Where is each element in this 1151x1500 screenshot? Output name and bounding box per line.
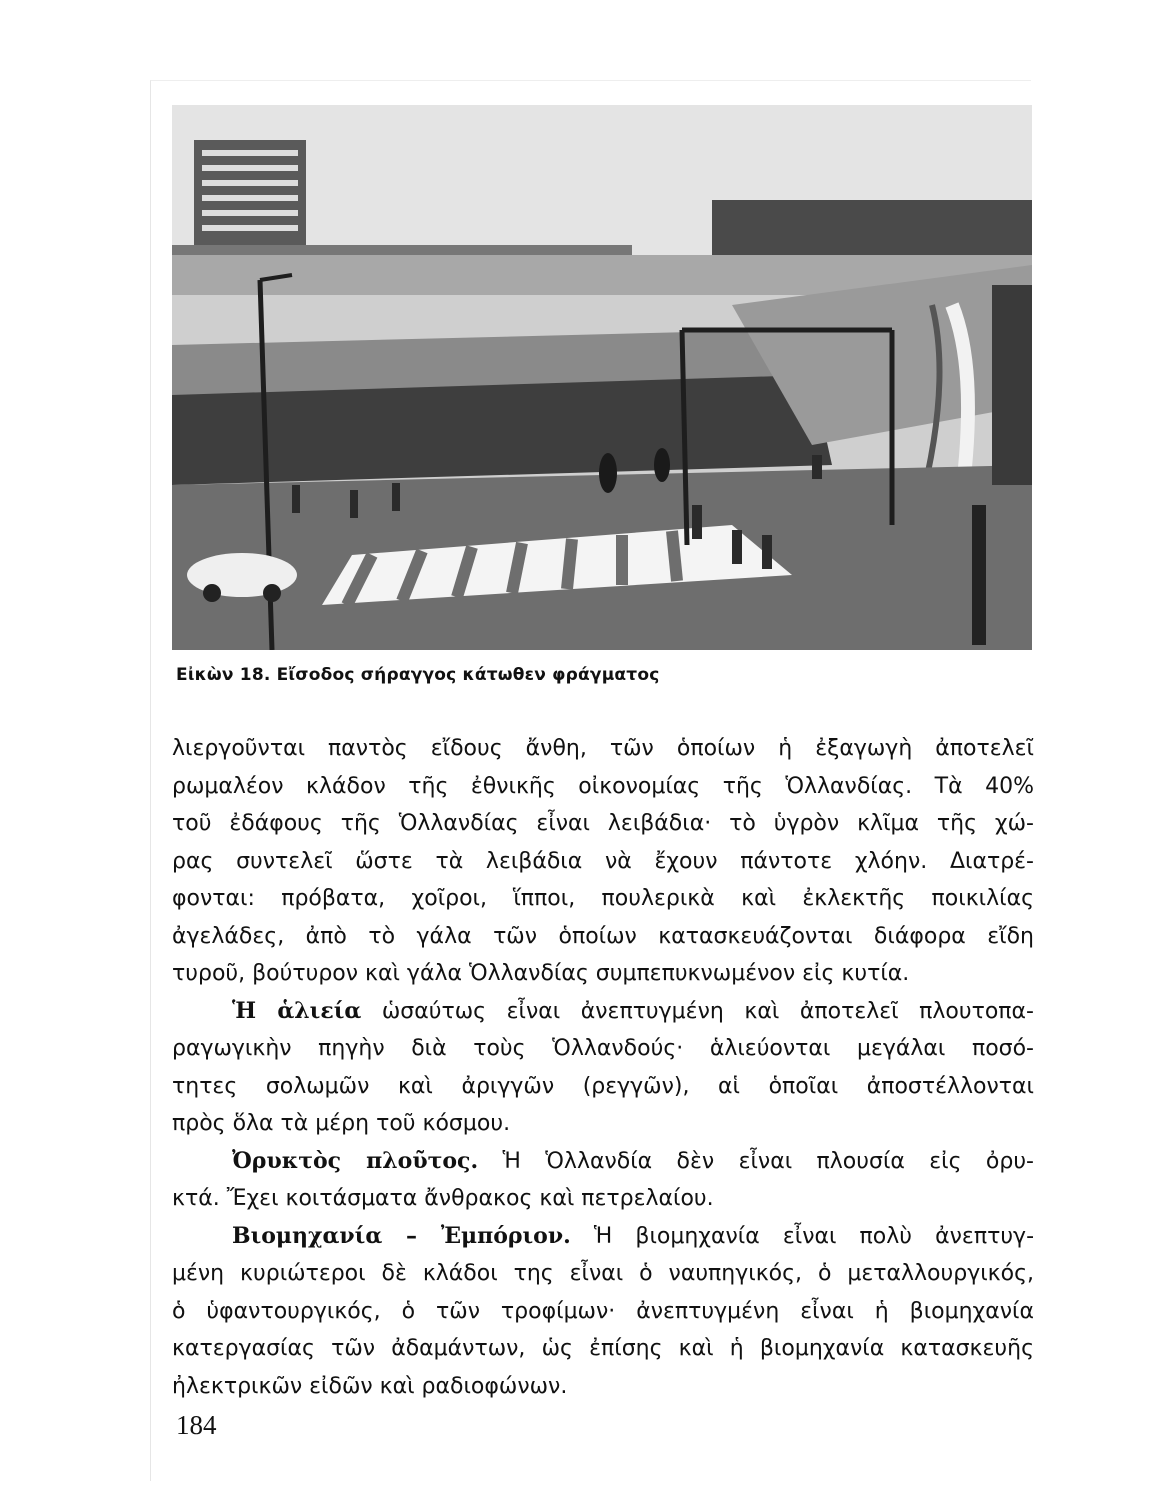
text-line: ραγωγικὴν πηγὴν διὰ τοὺς Ὁλλανδούς· ἁλιεύονται μεγάλαι ποσό-	[172, 1036, 1034, 1061]
fishing-heading: Ἡ ἁλιεία	[232, 997, 362, 1024]
figure-caption: Εἰκὼν 18. Εἴσοδος σήραγγος κάτωθεν φράγματος	[176, 665, 660, 685]
text-line: ρας συντελεῖ ὥστε τὰ λειβάδια νὰ ἔχουν πάντοτε χλόην. Διατρέ-	[172, 848, 1034, 874]
text-line: κτά. Ἔχει κοιτάσματα ἄνθρακος καὶ πετρελαίου.	[172, 1186, 714, 1211]
text-line: μένη κυριώτεροι δὲ κλάδοι της εἶναι ὁ ναυπηγικός, ὁ μεταλλουργικός,	[172, 1261, 1034, 1286]
tunnel-entrance-photo	[172, 105, 1032, 650]
minerals-heading: Ὀρυκτὸς πλοῦτος.	[232, 1147, 479, 1174]
text-line: τυροῦ, βούτυρον καὶ γάλα Ὁλλανδίας συμπεπυκνωμένον εἰς κυτία.	[172, 961, 910, 986]
paragraph-flowers-livestock	[172, 730, 1034, 993]
text-line: ὁ ὑφαντουργικός, ὁ τῶν τροφίμων· ἀνεπτυγμένη εἶναι ἡ βιομηχανία	[172, 1298, 1034, 1324]
text-line	[172, 1143, 1034, 1181]
text-line: ἀγελάδες, ἀπὸ τὸ γάλα τῶν ὁποίων κατασκευάζονται διάφορα εἴδη	[172, 923, 1034, 949]
text-line	[172, 1218, 1034, 1256]
minerals-first-line: Ἡ Ὁλλανδία δὲν εἶναι πλουσία εἰς ὀρυ-	[478, 1148, 1034, 1174]
paragraph-fishing	[172, 993, 1034, 1143]
text-line: τητες σολωμῶν καὶ ἀριγγῶν (ρεγγῶν), αἱ ὁποῖαι ἀποστέλλονται	[172, 1073, 1034, 1099]
text-line	[172, 993, 1034, 1031]
industry-heading: Βιομηχανία – Ἐμπόριον.	[232, 1222, 571, 1249]
tunnel-entrance-illustration	[172, 105, 1032, 650]
fishing-first-line: ὡσαύτως εἶναι ἀνεπτυγμένη καὶ ἀποτελεῖ πλουτοπα-	[361, 998, 1034, 1024]
paragraph-industry	[172, 1218, 1034, 1406]
industry-first-line: Ἡ βιομηχανία εἶναι πολὺ ἀνεπτυγ-	[570, 1223, 1035, 1249]
text-line: ρωμαλέον κλάδον τῆς ἐθνικῆς οἰκονομίας τῆς Ὁλλανδίας. Τὰ 40%	[172, 773, 1034, 799]
paragraph-minerals	[172, 1143, 1034, 1218]
text-line: τοῦ ἐδάφους τῆς Ὁλλανδίας εἶναι λειβάδια· τὸ ὑγρὸν κλῖμα τῆς χώ-	[172, 811, 1034, 836]
text-line: φονται: πρόβατα, χοῖροι, ἵπποι, πουλερικὰ καὶ ἐκλεκτῆς ποικιλίας	[172, 886, 1034, 911]
text-line: κατεργασίας τῶν ἀδαμάντων, ὡς ἐπίσης καὶ ἡ βιομηχανία κατασκευῆς	[172, 1336, 1034, 1361]
text-line: πρὸς ὅλα τὰ μέρη τοῦ κόσμου.	[172, 1111, 511, 1136]
body-text	[172, 730, 1034, 1405]
text-line: λιεργοῦνται παντὸς εἴδους ἄνθη, τῶν ὁποίων ἡ ἐξαγωγὴ ἀποτελεῖ	[172, 736, 1034, 761]
page-number: 184	[176, 1410, 217, 1440]
text-line: ἠλεκτρικῶν εἰδῶν καὶ ραδιοφώνων.	[172, 1373, 568, 1399]
